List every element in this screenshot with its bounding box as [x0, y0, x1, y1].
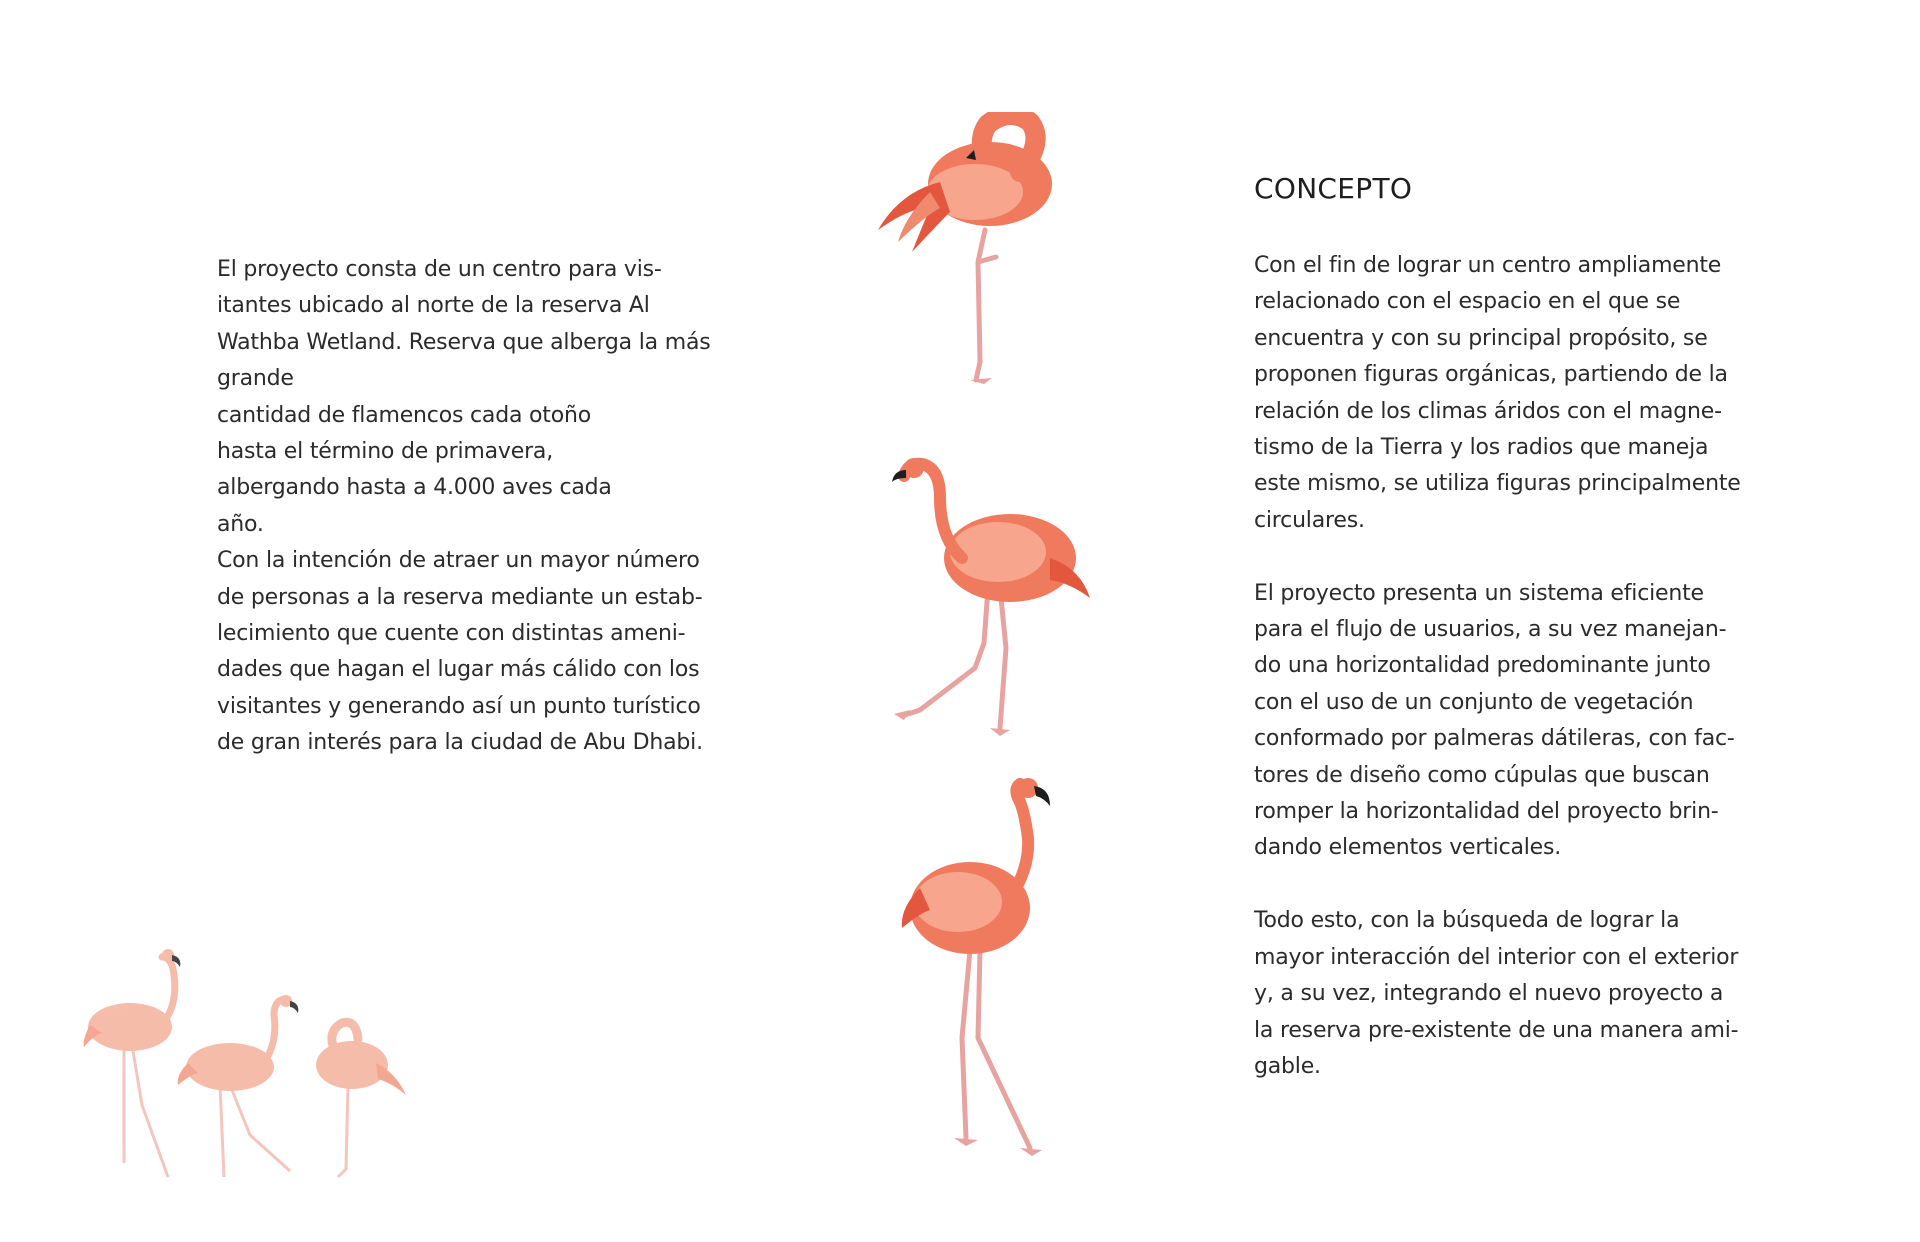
concept-line: El proyecto presenta un sistema eficiente: [1254, 580, 1704, 606]
concept-line: Todo esto, con la búsqueda de lograr la: [1254, 908, 1680, 934]
concept-line: este mismo, se utiliza figuras principalmente: [1254, 471, 1741, 497]
concept-text-block: [1254, 172, 1774, 1122]
concept-line: tores de diseño como cúpulas que buscan: [1254, 762, 1710, 788]
concept-line: y, a su vez, integrando el nuevo proyecto a: [1254, 981, 1724, 1007]
concept-line: encuentra y con su principal propósito, se: [1254, 325, 1708, 351]
flamingo-walking-image: [880, 448, 1095, 740]
concept-heading: CONCEPTO: [1254, 172, 1413, 205]
intro-line: lecimiento que cuente con distintas ameni-: [217, 621, 686, 647]
concept-line: para el flujo de usuarios, a su vez manejan-: [1254, 617, 1727, 643]
flamingo-preening-image: [870, 112, 1080, 394]
intro-line: albergando hasta a 4.000 aves cada: [217, 475, 612, 501]
concept-line: gable.: [1254, 1053, 1321, 1079]
concept-line: la reserva pre-existente de una manera ami-: [1254, 1017, 1739, 1043]
flamingo-standing-icon: [902, 778, 1050, 1156]
intro-text-block: [217, 252, 717, 762]
intro-line: año.: [217, 511, 264, 537]
flamingo-group-icon: [84, 949, 406, 1177]
intro-line: cantidad de flamencos cada otoño: [217, 402, 591, 428]
concept-line: relación de los climas áridos con el magne-: [1254, 398, 1722, 424]
concept-line: tismo de la Tierra y los radios que maneja: [1254, 435, 1709, 461]
concept-line: relacionado con el espacio en el que se: [1254, 289, 1681, 315]
intro-line: de gran interés para la ciudad de Abu Dhabi.: [217, 730, 703, 756]
concept-line: dando elementos verticales.: [1254, 835, 1562, 861]
concept-line: do una horizontalidad predominante junto: [1254, 653, 1711, 679]
concept-paragraph-1: [1254, 248, 1774, 539]
flamingo-preening-icon: [878, 115, 1052, 384]
concept-line: romper la horizontalidad del proyecto brin-: [1254, 799, 1719, 825]
flamingo-standing-image: [890, 778, 1080, 1170]
concept-paragraph-3: [1254, 903, 1774, 1085]
concept-line: mayor interacción del interior con el exterior: [1254, 944, 1739, 970]
flamingo-group-image: [80, 945, 420, 1195]
intro-line: de personas a la reserva mediante un estab-: [217, 584, 703, 610]
intro-line: Wathba Wetland. Reserva que alberga la más: [217, 329, 711, 355]
concept-line: proponen figuras orgánicas, partiendo de la: [1254, 362, 1728, 388]
concept-line: circulares.: [1254, 507, 1365, 533]
intro-line: itantes ubicado al norte de la reserva Al: [217, 293, 650, 319]
intro-line: dades que hagan el lugar más cálido con los: [217, 657, 700, 683]
intro-line: El proyecto consta de un centro para vis-: [217, 257, 662, 282]
concept-line: conformado por palmeras dátileras, con fac-: [1254, 726, 1735, 752]
concept-line: con el uso de un conjunto de vegetación: [1254, 689, 1694, 715]
concept-line: Con el fin de lograr un centro ampliamente: [1254, 253, 1722, 278]
concept-paragraph-2: [1254, 576, 1774, 867]
intro-line: hasta el término de primavera,: [217, 439, 553, 465]
intro-line: visitantes y generando así un punto turístico: [217, 693, 701, 719]
flamingo-walking-icon: [892, 458, 1090, 736]
intro-line: grande: [217, 366, 294, 392]
intro-line: Con la intención de atraer un mayor número: [217, 548, 700, 574]
